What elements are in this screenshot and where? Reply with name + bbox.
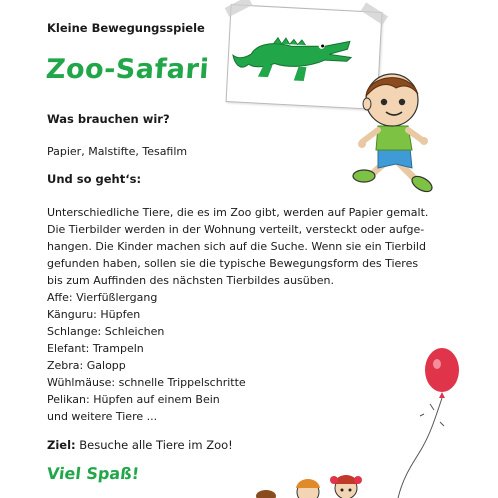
instruction-line: Die Tierbilder werden in der Wohnung verteilt, versteckt oder aufge- [47, 223, 425, 236]
animal-movement-line: Pelikan: Hüpfen auf einem Bein [47, 393, 220, 406]
instructions-heading: Und so geht‘s: [47, 172, 142, 186]
animal-movement-line: Känguru: Hüpfen [47, 308, 141, 321]
animal-movement-line: Wühlmäuse: schnelle Trippelschritte [47, 376, 246, 389]
instruction-line: bis zum Auffinden des nächsten Tierbildes ausüben. [47, 274, 334, 287]
animal-movement-line: Affe: Vierfüßlergang [47, 291, 158, 304]
running-boy-icon [348, 68, 438, 198]
materials-heading: Was brauchen wir? [47, 112, 170, 126]
goal-line [47, 438, 233, 452]
page-title: Zoo-Safari [44, 54, 211, 85]
red-balloon-icon [360, 344, 460, 498]
instruction-line: und weitere Tiere ... [47, 410, 158, 423]
animal-movement-line: Zebra: Galopp [47, 359, 126, 372]
animal-movement-line: Schlange: Schleichen [47, 325, 165, 338]
materials-text: Papier, Malstifte, Tesafilm [47, 145, 188, 158]
children-group-icon [250, 466, 370, 498]
animal-movement-line: Elefant: Trampeln [47, 342, 144, 355]
goal-label: Ziel: [47, 438, 76, 452]
goal-text: Besuche alle Tiere im Zoo! [75, 438, 233, 452]
instruction-line: Unterschiedliche Tiere, die es im Zoo gibt, werden auf Papier gemalt. [47, 206, 429, 219]
closing-text: Viel Spaß! [46, 464, 141, 483]
instruction-line: hangen. Die Kinder machen sich auf die Suche. Wenn sie ein Tierbild [47, 240, 426, 253]
category-label: Kleine Bewegungsspiele [47, 21, 205, 35]
instruction-line: gefunden haben, sollen sie die typische Bewegungsform des Tieres [47, 257, 419, 270]
